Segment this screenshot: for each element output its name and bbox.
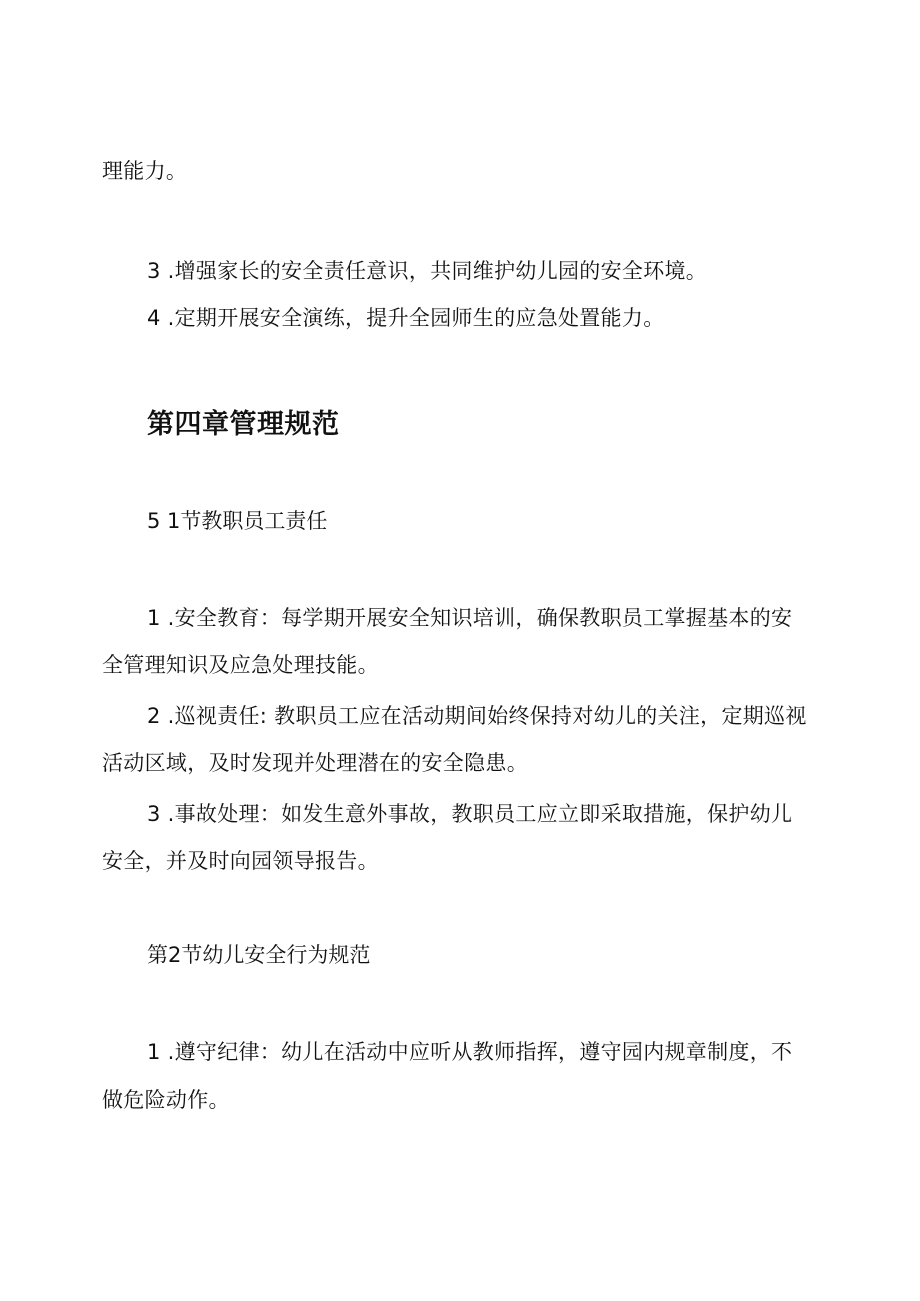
section2-item1-line2: 做危险动作。 [102, 1088, 230, 1112]
section1-item1-line2: 全管理知识及应急处理技能。 [102, 653, 379, 677]
list-item-3: 3 .增强家长的安全责任意识，共同维护幼儿园的安全环境。 [147, 259, 708, 283]
section1-item3-line1: 3 .事故处理：如发生意外事故，教职员工应立即采取措施，保护幼儿 [147, 802, 793, 826]
section-heading-2: 第2节幼儿安全行为规范 [147, 943, 371, 967]
section1-item2-line2: 活动区域，及时发现并处理潜在的安全隐患。 [102, 751, 528, 775]
section2-item1-line1: 1 .遵守纪律：幼儿在活动中应听从教师指挥，遵守园内规章制度，不 [147, 1040, 793, 1064]
paragraph-continuation: 理能力。 [102, 159, 188, 183]
section-heading-1: 5 1节教职员工责任 [147, 509, 328, 533]
section1-item2-line1: 2 .巡视责任: 教职员工应在活动期间始终保持对幼儿的关注，定期巡视 [147, 704, 807, 728]
section1-item3-line2: 安全，并及时向园领导报告。 [102, 849, 379, 873]
chapter-heading: 第四章管理规范 [147, 409, 340, 440]
section1-item1-line1: 1 .安全教育：每学期开展安全知识培训，确保教职员工掌握基本的安 [147, 606, 793, 630]
list-item-4: 4 .定期开展安全演练，提升全园师生的应急处置能力。 [147, 306, 665, 330]
